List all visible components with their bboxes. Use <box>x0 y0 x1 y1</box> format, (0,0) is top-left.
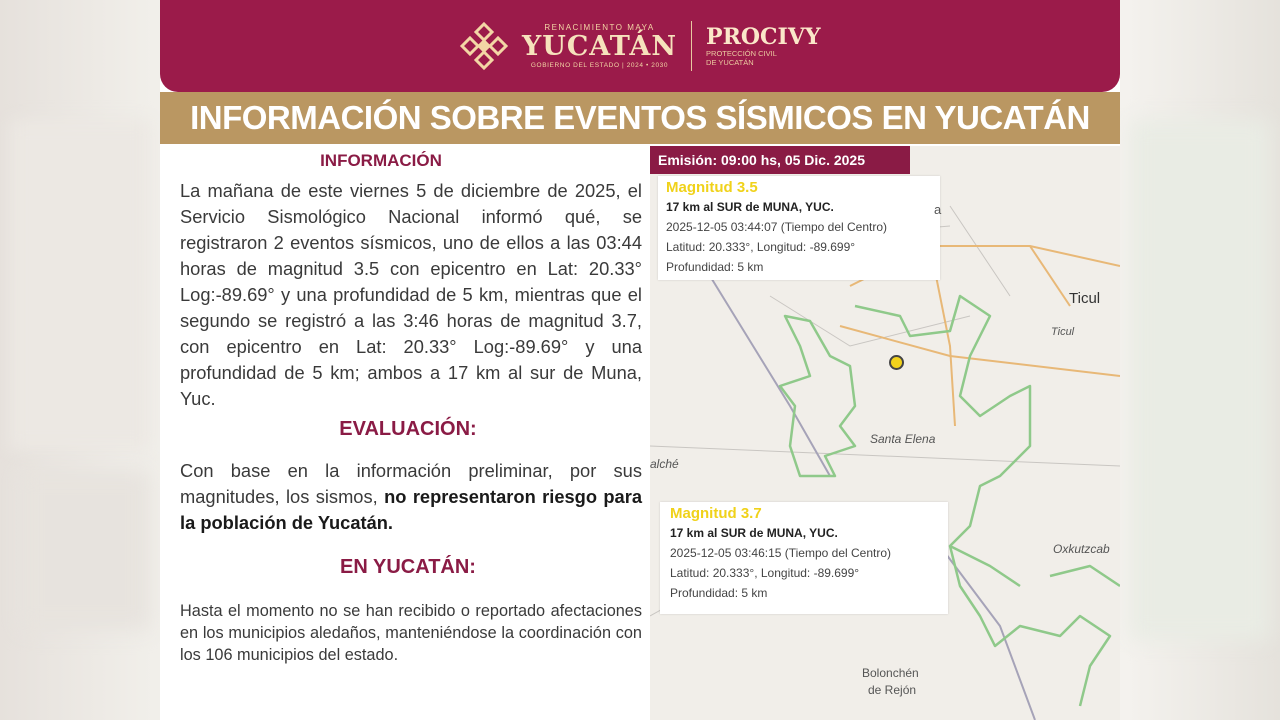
event-2-magnitude: Magnitud 3.7 <box>670 505 762 522</box>
procivy-subtitle-2: DE YUCATÁN <box>706 58 754 67</box>
procivy-block <box>706 25 821 67</box>
header-divider <box>691 21 692 71</box>
event-2-location: 17 km al SUR de MUNA, YUC. <box>670 526 838 540</box>
map-label-calche: alché <box>650 457 679 471</box>
event-2-depth: Profundidad: 5 km <box>670 586 768 600</box>
brand-government: GOBIERNO DEL ESTADO | 2024 • 2030 <box>530 62 669 69</box>
procivy-subtitle-1: PROTECCIÓN CIVIL <box>706 49 777 58</box>
map-label-bolonchen-2: de Rejón <box>868 683 917 697</box>
yucatan-heading: EN YUCATÁN: <box>340 556 476 578</box>
evaluation-heading: EVALUACIÓN: <box>339 418 477 440</box>
yucatan-paragraph: Hasta el momento no se han recibido o reportado afectaciones en los municipios aledaños, manteniéndose la coordinación con los 106 municipios del estado. <box>180 602 642 664</box>
info-paragraph: La mañana de este viernes 5 de diciembre de 2025, el Servicio Sismológico Nacional informó qué, se registraron 2 eventos sísmicos, uno de ellos a las 03:44 horas de magnitud 3.5 con epicentro en Lat: 20.33° Log:-89.69° y una profundidad de 5 km, mientras que el segundo se registró a las 3:46 horas de magnitud 3.7, con epicentro en Lat: 20.33° Log:-89.69° y una profundidad de 5 km; ambos a 17 km al sur de Muna, Yuc. <box>180 180 642 409</box>
map-label-a: a <box>934 202 942 217</box>
map-label-oxkutzcab: Oxkutzcab <box>1053 542 1110 556</box>
map-label-ticul-small: Ticul <box>1051 326 1075 338</box>
yucatan-emblem-icon <box>458 20 510 72</box>
map-label-ticul: Ticul <box>1069 290 1101 307</box>
procivy-title: PROCIVY <box>706 24 821 50</box>
epicenter-marker[interactable] <box>889 355 904 370</box>
map-label-bolonchen-1: Bolonchén <box>862 666 919 680</box>
event-1-location: 17 km al SUR de MUNA, YUC. <box>666 200 834 214</box>
event-card-1 <box>658 176 940 280</box>
brand-tagline: RENACIMIENTO MAYA <box>544 23 655 32</box>
evaluation-emphasis: no representaron riesgo para la población de Yucatán. <box>180 486 642 533</box>
epicenter-map <box>650 146 1120 720</box>
header-logo <box>458 18 821 74</box>
page-title: INFORMACIÓN SOBRE EVENTOS SÍSMICOS EN YUCATÁN <box>190 99 1090 136</box>
header-bar <box>160 0 1120 92</box>
info-heading: INFORMACIÓN <box>320 151 442 170</box>
event-2-coords: Latitud: 20.333°, Longitud: -89.699° <box>670 566 860 580</box>
brand-block <box>522 23 677 69</box>
event-1-datetime: 2025-12-05 03:44:07 (Tiempo del Centro) <box>666 220 888 234</box>
event-1-coords: Latitud: 20.333°, Longitud: -89.699° <box>666 240 856 254</box>
event-2-datetime: 2025-12-05 03:46:15 (Tiempo del Centro) <box>670 546 892 560</box>
emission-banner: Emisión: 09:00 hs, 05 Dic. 2025 <box>650 146 910 174</box>
evaluation-text: Con base en la información preliminar, por sus magnitudes, los sismos, <box>180 460 642 507</box>
title-banner <box>160 92 1120 144</box>
map-label-santa-elena: Santa Elena <box>870 432 936 446</box>
evaluation-paragraph <box>180 458 642 536</box>
info-card <box>160 0 1120 720</box>
event-1-depth: Profundidad: 5 km <box>666 260 764 274</box>
brand-name: YUCATÁN <box>522 31 678 62</box>
event-card-2 <box>660 502 948 614</box>
text-column <box>180 146 642 666</box>
event-1-magnitude: Magnitud 3.5 <box>666 179 758 196</box>
